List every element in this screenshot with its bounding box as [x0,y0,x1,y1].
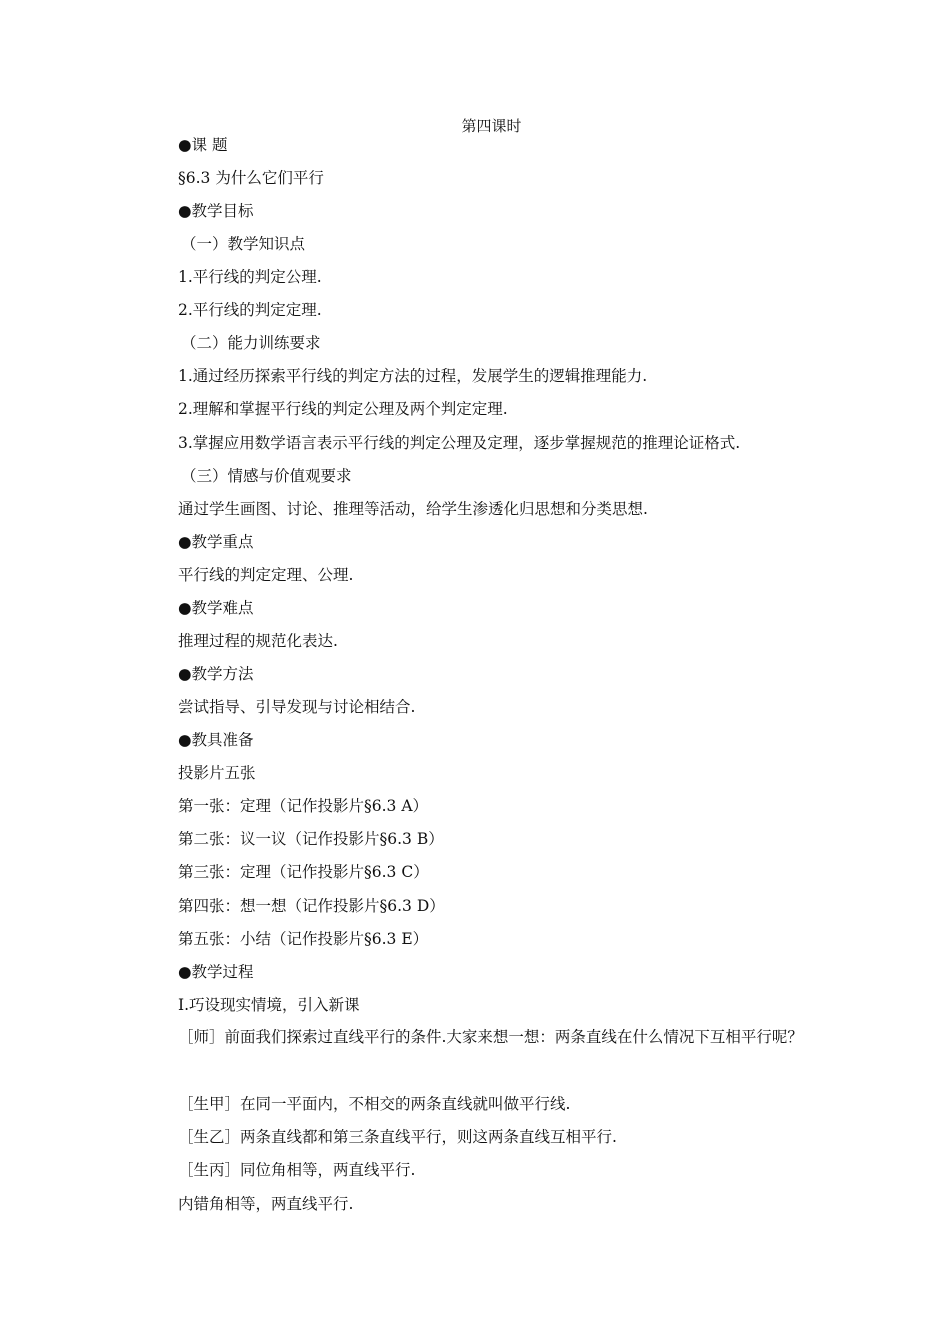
subheading-ability: （二）能力训练要求 [181,334,321,352]
knowledge-item: 1.平行线的判定公理. [178,268,322,286]
process-step-heading: Ⅰ.巧设现实情境，引入新课 [178,996,360,1014]
subheading-knowledge: （一）教学知识点 [181,235,306,253]
knowledge-item: 2.平行线的判定定理. [178,301,322,319]
key-points-text: 平行线的判定定理、公理. [178,566,354,584]
section-heading-process: ●教学过程 [178,963,254,981]
ability-item: 2.理解和掌握平行线的判定公理及两个判定定理. [178,400,508,418]
difficulties-text: 推理过程的规范化表达. [178,632,338,650]
ability-item: 3.掌握应用数学语言表示平行线的判定公理及定理，逐步掌握规范的推理论证格式. [178,434,741,452]
section-heading-materials: ●教具准备 [178,731,254,749]
materials-text: 投影片五张 [178,764,256,782]
section-heading-difficulties: ●教学难点 [178,599,254,617]
section-heading-methods: ●教学方法 [178,665,254,683]
section-heading-key-points: ●教学重点 [178,533,254,551]
student-c-line: ［生丙］同位角相等，两直线平行. [178,1161,416,1179]
slide-item: 第四张：想一想（记作投影片§6.3 D） [178,897,445,915]
section-heading-topic: ●课 题 [178,136,228,154]
student-c-line-continued: 内错角相等，两直线平行. [178,1195,354,1213]
subheading-values: （三）情感与价值观要求 [181,467,352,485]
teacher-paragraph: ［师］前面我们探索过直线平行的条件.大家来想一想：两条直线在什么情况下互相平行呢？ [178,1028,803,1046]
methods-text: 尝试指导、引导发现与讨论相结合. [178,698,416,716]
section-heading-goals: ●教学目标 [178,202,254,220]
student-b-line: ［生乙］两条直线都和第三条直线平行，则这两条直线互相平行. [178,1128,617,1146]
lesson-title: 第四课时 [461,117,522,135]
topic-text: §6.3 为什么它们平行 [178,169,324,187]
slide-item: 第二张：议一议（记作投影片§6.3 B） [178,830,444,848]
slide-item: 第三张：定理（记作投影片§6.3 C） [178,863,429,881]
slide-item: 第五张：小结（记作投影片§6.3 E） [178,930,429,948]
slide-item: 第一张：定理（记作投影片§6.3 A） [178,797,429,815]
student-a-line: ［生甲］在同一平面内，不相交的两条直线就叫做平行线. [178,1095,571,1113]
values-text: 通过学生画图、讨论、推理等活动，给学生渗透化归思想和分类思想. [178,500,648,518]
ability-item: 1.通过经历探索平行线的判定方法的过程，发展学生的逻辑推理能力. [178,367,648,385]
